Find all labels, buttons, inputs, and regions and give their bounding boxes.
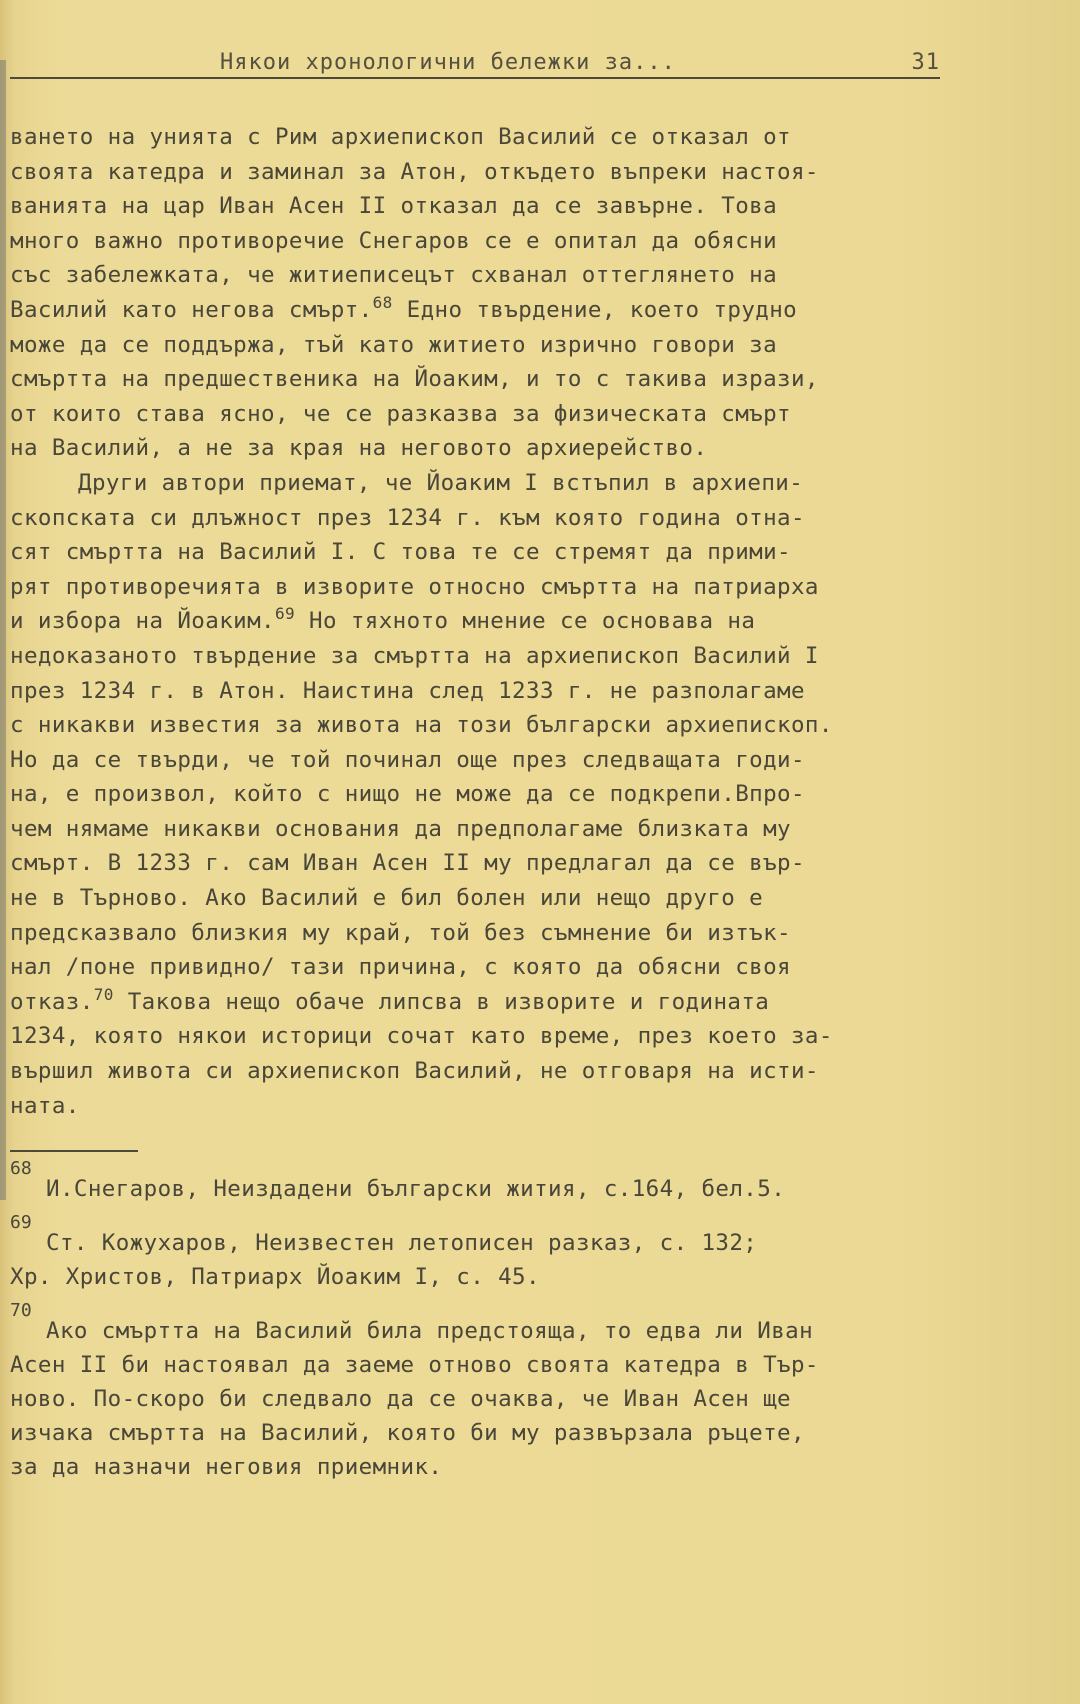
text-line [10, 708, 970, 743]
text-line [10, 812, 970, 847]
line-text: през 1234 г. в Атон. Наистина след 1233 г. не разполагаме [10, 677, 805, 704]
binding-edge [0, 60, 6, 1200]
line-text: ната. [10, 1092, 80, 1119]
text-line [10, 431, 970, 466]
line-text: вършил живота си архиепископ Василий, не отговаря на исти- [10, 1058, 819, 1085]
footnote-reference: 70 [93, 984, 114, 1004]
footnotes [10, 1160, 970, 1492]
text-line [10, 1019, 970, 1054]
line-text-continued: Едно твърдение, което трудно [392, 296, 798, 323]
footnote-line: Асен II би настоявал да заеме отново своята катедра в Тър- [10, 1352, 819, 1378]
text-line [10, 189, 970, 224]
footnote-number: 68 [10, 1158, 32, 1179]
text-line [10, 258, 970, 293]
line-text: Василий като негова смърт. [10, 296, 373, 323]
line-text: предсказвало близкия му край, той без съмнение би изтък- [10, 919, 791, 946]
footnote-number: 69 [10, 1212, 32, 1233]
text-line [10, 397, 970, 432]
line-text: сят смъртта на Василий I. С това те се стремят да прими- [10, 539, 791, 566]
page-number: 31 [911, 50, 940, 75]
footnote-reference: 69 [274, 604, 296, 624]
line-text: смъртта на предшественика на Йоаким, и то с такива изрази, [10, 366, 819, 393]
line-text: чем нямаме никакви основания да предполагаме близката му [10, 815, 791, 842]
text-line [10, 985, 970, 1020]
running-head [220, 50, 940, 80]
text-line [10, 846, 970, 881]
footnote-line: ново. По-скоро би следвало да се очаква, че Иван Асен ще [10, 1386, 791, 1412]
line-text: и избора на Йоаким. [10, 608, 275, 635]
footnote [10, 1214, 970, 1294]
text-line [10, 501, 970, 536]
line-text: своята катедра и заминал за Атон, откъдето въпреки настоя- [10, 158, 819, 185]
footnote-number: 70 [10, 1300, 32, 1321]
text-line [10, 674, 970, 709]
line-text: ването на унията с Рим архиепископ Василий се отказал от [10, 124, 791, 150]
line-text-continued: Такова нещо обаче липсва в изворите и годината [113, 988, 770, 1015]
text-line [10, 224, 970, 259]
line-text: много важно противоречие Снегаров се е опитал да обясни [10, 227, 778, 254]
text-line [10, 293, 970, 328]
text-line [10, 881, 970, 916]
footnote-line: Ако смъртта на Василий била предстояща, то едва ли Иван [46, 1318, 814, 1344]
text-line [10, 777, 970, 812]
line-text: смърт. В 1233 г. сам Иван Асен II му предлагал да се вър- [10, 850, 805, 877]
footnote-line: И.Снегаров, Неиздадени български жития, с.164, бел.5. [46, 1176, 786, 1202]
line-text: скопската си длъжност през 1234 г. към която година отна- [10, 504, 805, 531]
line-text: нал /поне привидно/ тази причина, с която да обясни своя [10, 954, 791, 981]
line-text: Но да се твърди, че той починал още през следващата годи- [10, 746, 805, 773]
text-line [10, 466, 970, 501]
text-line [10, 328, 970, 363]
text-line [10, 743, 970, 778]
text-line [10, 535, 970, 570]
footnote-rule [10, 1150, 138, 1152]
footnote-reference: 68 [372, 292, 393, 312]
footnote-line: Ст. Кожухаров, Неизвестен летописен разказ, с. 132; [46, 1230, 758, 1256]
line-text: не в Търново. Ако Василий е бил болен или нещо друго е [10, 885, 764, 912]
footnote-line: за да назначи неговия приемник. [10, 1454, 443, 1480]
text-line [10, 1089, 970, 1124]
text-line [10, 155, 970, 190]
text-line [10, 639, 970, 674]
text-line [10, 916, 970, 951]
text-line [10, 950, 970, 985]
text-line [10, 604, 970, 639]
line-text-continued: Но тяхното мнение се основава на [295, 608, 756, 635]
line-text: от които става ясно, че се разказва за физическата смърт [10, 400, 791, 427]
footnote-line: изчака смъртта на Василий, която би му развързала ръцете, [10, 1420, 805, 1446]
body-text [10, 120, 970, 1123]
text-line [10, 570, 970, 605]
text-line [10, 120, 970, 155]
line-text: със забележката, че житиеписецът схванал оттеглянето на [10, 262, 778, 289]
line-text: на Василий, а не за края на неговото архиерейство. [10, 435, 708, 462]
line-text: ванията на цар Иван Асен II отказал да се завърне. Това [10, 193, 778, 220]
line-text: рят противоречията в изворите относно смъртта на патриарха [10, 573, 819, 600]
line-text: отказ. [10, 988, 94, 1015]
text-line [10, 1054, 970, 1089]
line-text: може да се поддържа, тъй като житието изрично говори за [10, 331, 778, 358]
header-rule [10, 77, 940, 79]
running-title: Някои хронологични бележки за... [220, 50, 676, 75]
text-line [10, 362, 970, 397]
line-text: Други автори приемат, че Йоаким I встъпил в архиепи- [78, 469, 804, 496]
line-text: с никакви известия за живота на този български архиепископ. [10, 712, 833, 739]
footnote [10, 1302, 970, 1484]
line-text: недоказаното твърдение за смъртта на архиепископ Василий I [10, 642, 819, 669]
line-text: на, е произвол, който с нищо не може да се подкрепи.Впро- [10, 781, 805, 808]
footnote [10, 1160, 970, 1206]
footnote-line: Хр. Христов, Патриарх Йоаким I, с. 45. [10, 1264, 540, 1290]
line-text: 1234, която някои историци сочат като време, през което за- [10, 1023, 833, 1050]
